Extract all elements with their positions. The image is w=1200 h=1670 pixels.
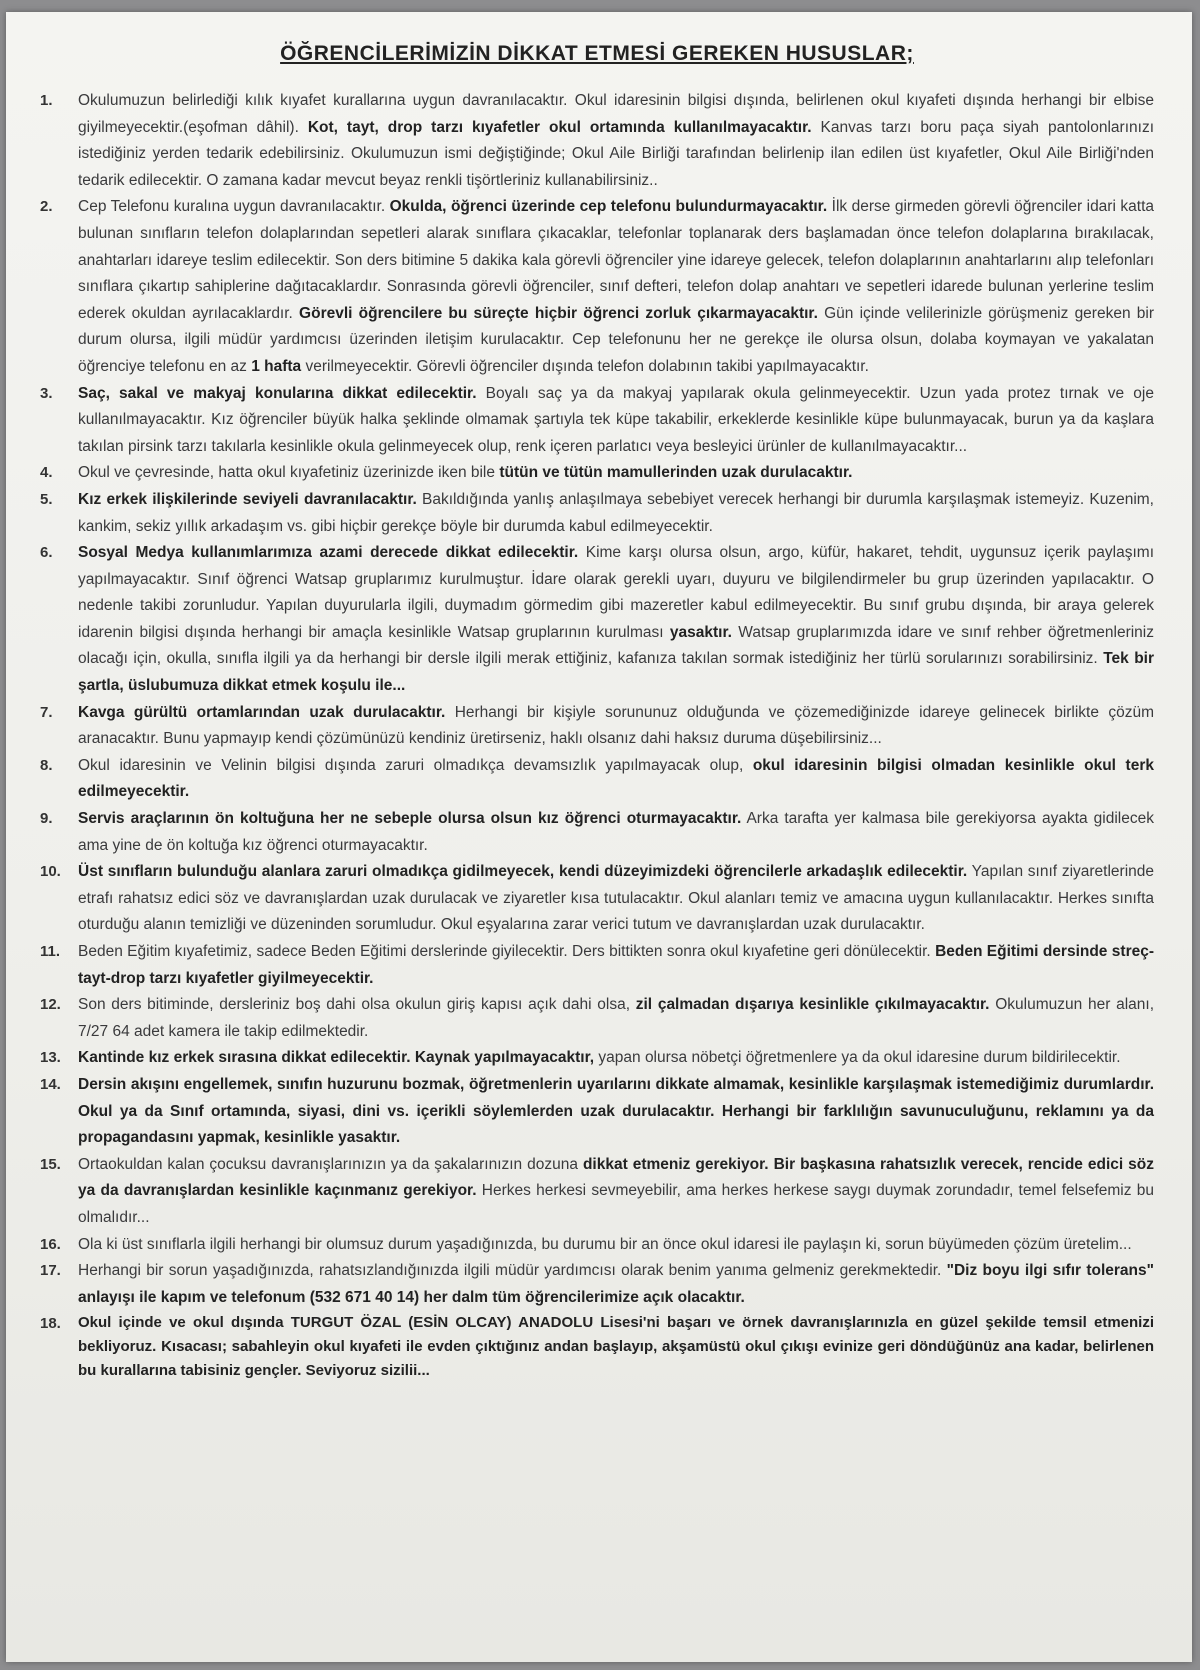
- rule-item: [40, 1311, 1154, 1383]
- rule-text-bold: Servis araçlarının ön koltuğuna her ne sebeple olursa olsun kız öğrenci oturmayacaktır.: [78, 810, 742, 828]
- rule-text: [78, 806, 1154, 859]
- rule-text-bold: Beden Eğitimi dersinde streç-tayt-drop tarzı kıyafetler giyilmeyecektir.: [78, 943, 1154, 987]
- rule-text: [78, 1311, 1154, 1383]
- rule-text-segment: Watsap gruplarımızda idare ve sınıf rehber öğretmenleriniz olacağı için, okulla, sınıfla ilgili ya da herhangi bir dersle ilgili merak ettiğiniz, kafanıza takılan sormak istediğiniz her türlü sorularınızı sorabilirsiniz.: [78, 623, 1154, 668]
- notice-paper: [6, 12, 1192, 1662]
- rule-text-bold: "Diz boyu ilgi sıfır tolerans" anlayışı ile kapım ve telefonum (532 671 40 14) her dalm tüm öğrencilerimize açık olacaktır.: [78, 1262, 1154, 1306]
- rule-number: 10.: [40, 863, 61, 881]
- rule-item: [40, 753, 1154, 806]
- rule-text-segment: Herhangi bir kişiyle sorununuz olduğunda ve çözemediğinizde idareye gelinecek birlikte çözüm aranacaktır. Bunu yapmayıp kendi çözümünüzü kendiniz üretirseniz, haklı olsanız dahi haksız duruma düşebilirsiniz...: [78, 703, 1154, 748]
- rule-text-bold: Sosyal Medya kullanımlarımıza azami derecede dikkat edilecektir.: [78, 544, 579, 562]
- rule-text-segment: Herkes herkesi sevmeyebilir, ama herkes herkese saygı duymak zorundadır, temel felsefemiz bu olmalıdır...: [78, 1182, 1154, 1226]
- rule-number: 6.: [40, 544, 53, 562]
- rule-item: [40, 460, 1154, 487]
- rule-text-segment: Kime karşı olursa olsun, argo, küfür, hakaret, tehdit, uygunsuz içerik paylaşımı yapılmayacaktır. Sınıf öğrenci Watsap gruplarımız kurulmuştur. İdare olarak gerekli uyarı, duyuru ve bilgilendirmeler bu grup üzerinden yapılacaktır. O nedenle takibi zorunludur. Yapılan duyurularla ilgili, duymadım görmedim gibi mazeretler kabul edilmeyecektir. Bu sınıf grubu dışında, bir araya gelerek idarenin bilgisi dışında herhangi bir amaçla kesinlikle Watsap gruplarının kurulması: [78, 544, 1154, 641]
- rule-item: [40, 88, 1154, 194]
- rule-text-segment: Herhangi bir sorun yaşadığınızda, rahatsızlandığınızda ilgili müdür yardımcısı olarak benim yanıma gelmeniz gerekmektedir.: [78, 1262, 947, 1280]
- rule-text-bold: zil çalmadan dışarıya kesinlikle çıkılmayacaktır.: [635, 996, 990, 1014]
- rule-text: [78, 88, 1154, 194]
- rule-text-bold: okul idaresinin bilgisi olmadan kesinlikle okul terk edilmeyecektir.: [78, 756, 1154, 801]
- rule-text-bold: Üst sınıfların bulunduğu alanlara zaruri olmadıkça gidilmeyecek, kendi düzeyimizdeki öğrencilerle arkadaşlık edilecektir.: [78, 863, 968, 881]
- rule-number: 3.: [40, 384, 53, 402]
- rule-text: [78, 1072, 1154, 1152]
- rule-number: 1.: [40, 92, 53, 109]
- rule-item: [40, 1045, 1154, 1072]
- rule-text-bold: Saç, sakal ve makyaj konularına dikkat edilecektir.: [78, 384, 477, 402]
- rule-text: [78, 460, 1154, 487]
- rule-text-segment: Gün içinde velilerinizle görüşmeniz gereken bir durum olursa, ilgili müdür yardımcısı üzerinden iletişim kurulacaktır. Cep telefonunu her ne gerekçe ile olursa olsun, dolaba koymayan ve yakalatan öğrenciye telefonu en az: [78, 304, 1154, 375]
- rule-text-segment: verilmeyecektir. Görevli öğrenciler dışında telefon dolabının takibi yapılmayacaktır.: [301, 357, 869, 375]
- rule-text-segment: Son ders bitiminde, dersleriniz boş dahi olsa okulun giriş kapısı açık dahi olsa,: [78, 996, 636, 1014]
- rule-number: 7.: [40, 703, 53, 721]
- rule-item: [40, 700, 1154, 753]
- rule-text-bold: Kavga gürültü ortamlarından uzak durulacaktır.: [78, 703, 446, 721]
- rule-item: [40, 992, 1154, 1045]
- rule-text-bold: Okulda, öğrenci üzerinde cep telefonu bulundurmayacaktır.: [389, 198, 828, 216]
- rule-number: 13.: [40, 1049, 61, 1067]
- rule-text-segment: Arka tarafta yer kalmasa bile gerekiyorsa ayakta gidilecek ama yine de ön koltuğa kız öğrenci oturmayacaktır.: [78, 810, 1154, 854]
- rule-text: [78, 753, 1154, 806]
- rule-text-bold: Görevli öğrencilere bu süreçte hiçbir öğrenci zorluk çıkarmayacaktır.: [299, 304, 818, 322]
- rule-text: [78, 194, 1154, 380]
- rule-text-bold: dikkat etmeniz gerekiyor. Bir başkasına rahatsızlık verecek, rencide edici söz ya da davranışlardan kesinlikle kaçınmanız gerekiyor.: [78, 1155, 1154, 1200]
- rule-item: [40, 381, 1154, 461]
- rule-item: [40, 487, 1154, 540]
- rule-text: [78, 859, 1154, 939]
- rule-text: [78, 939, 1154, 992]
- rule-text-bold: 1 hafta: [251, 357, 302, 375]
- rule-item: [40, 1258, 1154, 1311]
- rule-text-segment: Bakıldığında yanlış anlaşılmaya sebebiyet verecek herhangi bir durumla karşılaşmak istemeyiz. Kuzenim, kankim, sekiz yıllık arkadaşım vs. gibi hiçbir gerekçe böyle bir durumda kabul edilmeyecektir.: [78, 490, 1154, 535]
- rule-text: [78, 1232, 1154, 1259]
- rule-number: 5.: [40, 490, 53, 508]
- rule-text-segment: Boyalı saç ya da makyaj yapılarak okula gelinmeyecektir. Uzun yada protez tırnak ve oje kullanılmayacaktır. Kız öğrenciler büyük halka şeklinde olmamak şartıyla tek küpe takabilir, erkeklerde kesinlikle küpe bulunmayacak, burun ya da kaşlara takılan pirsink tarzı takılarla kesinlikle okula gelinmeyecek olup, renk içeren parlatıcı veya besleyici ürünler de kullanılmayacaktır...: [78, 384, 1154, 455]
- rule-text-segment: Okulumuzun belirlediği kılık kıyafet kurallarına uygun davranılacaktır. Okul idaresinin bilgisi dışında, belirlenen okul kıyafeti dışında herhangi bir elbise giyilmeyecektir.(eşofman dâhil).: [78, 92, 1154, 136]
- rule-item: [40, 859, 1154, 939]
- rule-text-bold: tütün ve tütün mamullerinden uzak durulacaktır.: [499, 464, 853, 482]
- rule-text-segment: İlk derse girmeden görevli öğrenciler idari katta bulunan sınıfların telefon dolaplarından sepetleri alarak sınıflara çıkacaklar, telefonlar toplanarak ders başlamadan önce telefon dolaplarına bırakılacak, anahtarları idareye teslim edilecektir. Son ders bitimine 5 dakika kala görevli öğrenciler yine idareye gelecek, telefon dolaplarının anahtarlarını alıp telefonları sınıflara çıkartıp sahiplerine dağıtacaklardır. Sonrasında görevli öğrenciler, sınıf defteri, telefon dolap anahtarı ve sepetleri idarede bulunan yerlerine teslim ederek okuldan ayrılacaklardır.: [78, 198, 1154, 322]
- rule-number: 8.: [40, 756, 53, 774]
- rule-item: [40, 806, 1154, 859]
- document-title: ÖĞRENCİLERİMİZİN DİKKAT ETMESİ GEREKEN HUSUSLAR;: [280, 42, 914, 65]
- rule-number: 12.: [40, 996, 61, 1014]
- rule-text-segment: Ortaokuldan kalan çocuksu davranışlarınızın ya da şakalarınızın dozuna: [78, 1155, 583, 1173]
- rule-text-segment: Okul idaresinin ve Velinin bilgisi dışında zaruri olmadıkça devamsızlık yapılmayacak olup,: [78, 756, 753, 774]
- rule-text-bold: Kız erkek ilişkilerinde seviyeli davranılacaktır.: [78, 490, 417, 508]
- rule-text-segment: Cep Telefonu kuralına uygun davranılacaktır.: [78, 198, 390, 216]
- rule-text: [78, 487, 1154, 540]
- rule-text-bold: Kantinde kız erkek sırasına dikkat edilecektir. Kaynak yapılmayacaktır,: [78, 1049, 595, 1067]
- rule-text: [78, 381, 1154, 461]
- rule-text-segment: Yapılan sınıf ziyaretlerinde etrafı rahatsız edici söz ve davranışlardan uzak durulacak ve ziyaretler kısa tutulacaktır. Okul alanları temiz ve amacına uygun kullanılacaktır. Herkes sınıfta oturduğu alanın temizliği ve düzeninden sorumludur. Okul eşyalarına zarar verici tutum ve davranışlardan uzak durulacaktır.: [78, 863, 1155, 934]
- rule-text-segment: yapan olursa nöbetçi öğretmenlere ya da okul idaresine durum bildirilecektir.: [594, 1049, 1121, 1067]
- rule-item: [40, 540, 1154, 700]
- rule-text-segment: Okulumuzun her alanı, 7/27 64 adet kamera ile takip edilmektedir.: [78, 996, 1154, 1040]
- rule-number: 2.: [40, 198, 53, 216]
- rule-number: 15.: [40, 1155, 61, 1173]
- rule-text: [78, 540, 1154, 700]
- rule-text: [78, 992, 1154, 1045]
- rule-text-segment: Kanvas tarzı boru paça siyah pantolonlarınızı istediğiniz yerden tedarik edebilirsiniz. Okulumuzun ismi değiştiğinde; Okul Aile Birliği tarafından belirlenip ilan edilen üst kıyafetler, Okul Aile Birliği'nden tedarik edilecektir. O zamana kadar mevcut beyaz renkli tişörtleriniz kullanabilirsiniz..: [78, 118, 1155, 189]
- rule-text: [78, 1152, 1154, 1232]
- rule-text-segment: Ola ki üst sınıflarla ilgili herhangi bir olumsuz durum yaşadığınızda, bu durumu bir an önce okul idaresi ile paylaşın ki, sorun büyümeden çözüm üretelim...: [78, 1235, 1132, 1253]
- rule-item: [40, 1152, 1154, 1232]
- rule-text: [78, 1045, 1154, 1072]
- rule-text-bold: yasaktır.: [669, 623, 732, 641]
- rule-text-segment: Beden Eğitim kıyafetimiz, sadece Beden Eğitimi derslerinde giyilecektir. Ders bittikten sonra okul kıyafetine geri dönülecektir.: [78, 943, 936, 960]
- rule-text-bold: Kot, tayt, drop tarzı kıyafetler okul ortamında kullanılmayacaktır.: [307, 118, 812, 136]
- rule-text-bold: Tek bir şartla, üslubumuza dikkat etmek koşulu ile...: [78, 650, 1155, 695]
- rule-text: [78, 700, 1154, 753]
- rule-text-bold: Okul içinde ve okul dışında TURGUT ÖZAL (ESİN OLCAY) ANADOLU Lisesi'ni başarı ve örnek davranışlarınızla en güzel şekilde temsil etmenizi bekliyoruz. Kısacası; sabahleyin okul kıyafeti ile evden çıktığınız andan başlayıp, akşamüstü okul çıkışı evinize geri döndüğünüz ana kadar, belirlenen bu kurallarına tabisiniz gençler. Seviyoruz sizilii...: [78, 1314, 1154, 1380]
- rule-number: 11.: [40, 943, 61, 960]
- rule-number: 4.: [40, 464, 53, 482]
- rule-number: 14.: [40, 1075, 61, 1093]
- rule-text-segment: Okul ve çevresinde, hatta okul kıyafetiniz üzerinizde iken bile: [78, 464, 500, 482]
- rule-number: 9.: [40, 810, 53, 828]
- rules-list: [40, 88, 1154, 1383]
- rule-number: 17.: [40, 1262, 61, 1280]
- rule-text: [78, 1258, 1154, 1311]
- rule-number: 16.: [40, 1235, 61, 1253]
- rule-item: [40, 1072, 1154, 1152]
- rule-text-bold: Dersin akışını engellemek, sınıfın huzurunu bozmak, öğretmenlerin uyarılarını dikkate almamak, kesinlikle karşılaşmak istemediğimiz durumlardır. Okul ya da Sınıf ortamında, siyasi, dini vs. içerikli söylemlerden uzak durulacaktır. Herhangi bir farklılığın savunuculuğunu, reklamını ya da propagandasını yapmak, kesinlikle yasaktır.: [78, 1075, 1154, 1147]
- rule-item: [40, 939, 1154, 992]
- rule-number: 18.: [40, 1315, 61, 1333]
- rule-item: [40, 194, 1154, 380]
- rule-item: [40, 1232, 1154, 1259]
